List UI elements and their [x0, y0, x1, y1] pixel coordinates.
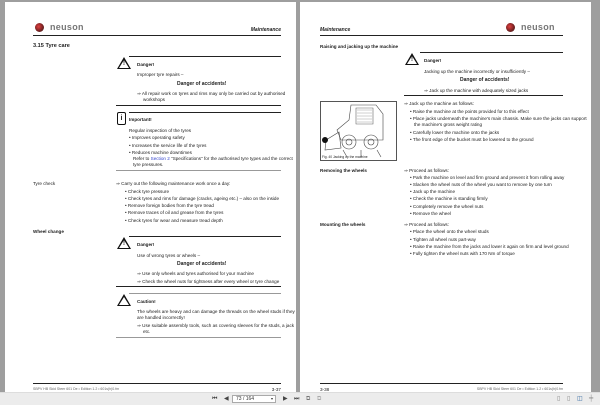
logo-icon — [506, 23, 515, 32]
fit-page-icon[interactable]: ╪ — [589, 396, 594, 402]
list-item: • Increases the service life of the tyres — [129, 143, 207, 148]
back-view-icon[interactable]: ⧉ — [306, 396, 311, 402]
footer-rule — [320, 383, 563, 384]
last-page-icon[interactable]: ⏭ — [294, 396, 300, 402]
reference-text: Refer to Section 2 "Specifications" for the authorised tyre types and the correct — [133, 156, 293, 161]
list-item-cont: the machine's gross weight rating — [414, 122, 483, 127]
brand-name: neuson — [50, 22, 84, 32]
list-item: • Check tyres for wear and measure tread depth — [125, 218, 223, 223]
footer-rule — [33, 383, 281, 384]
danger-title: Danger! — [424, 58, 442, 63]
danger-action: ⇒ Jack up the machine with adequately sized jacks — [424, 88, 529, 93]
divider — [129, 236, 281, 237]
marker-a — [322, 137, 328, 143]
single-page-icon[interactable]: ▯ — [557, 396, 561, 402]
page-number: 3-37 — [271, 387, 281, 392]
forward-view-icon[interactable]: ⧉ — [317, 396, 322, 402]
danger-title: Danger! — [137, 242, 155, 247]
danger-title: Danger! — [137, 62, 155, 67]
mounting-intro: ⇒ Proceed as follows: — [404, 222, 449, 227]
important-intro: Regular inspection of the tyres — [129, 128, 192, 133]
page-number: 3-38 — [320, 387, 330, 392]
section-title: Maintenance — [320, 27, 351, 33]
danger-text: Jacking up the machine incorrectly or insufficiently – — [424, 69, 530, 74]
header-rule — [33, 35, 281, 36]
brand-name: neuson — [521, 22, 555, 32]
logo-icon — [35, 23, 44, 32]
caution-action-cont: etc. — [143, 329, 151, 334]
list-item: • Jack up the machine — [410, 189, 456, 194]
caution-text: are handled incorrectly! — [137, 315, 185, 320]
mounting-label: Mounting the wheels — [320, 222, 366, 227]
divider — [116, 170, 281, 171]
list-item: • Completely remove the wheel nuts — [410, 204, 484, 209]
warning-icon: ! — [117, 57, 131, 69]
info-icon: i — [117, 112, 126, 125]
danger-action: ⇒ All repair work on tyres and rims may only be carried out by authorised — [137, 91, 286, 96]
footer-doc: SBPV HB Skid Steer 601 De • Edition 1.2 • 601s(h)0.fm — [33, 387, 120, 391]
danger-action: ⇒ Use only wheels and tyres authorised for your machine — [137, 271, 254, 276]
list-item: • Check tyre pressure — [125, 189, 169, 194]
list-item: • Place jacks underneath the machine's main chassis. Make sure the jacks can support — [410, 116, 587, 121]
list-item: • Improves operating safety — [129, 135, 185, 140]
divider — [116, 286, 281, 287]
divider — [404, 95, 563, 96]
warning-icon: ! — [405, 53, 419, 65]
left-page — [5, 2, 296, 392]
list-item: • Carefully lower the machine onto the jacks — [410, 130, 500, 135]
caution-title: Caution! — [137, 299, 156, 304]
list-item: • Place the wheel onto the wheel studs — [410, 229, 489, 234]
list-item: • Park the machine on level and firm ground and prevent it from rolling away — [410, 175, 565, 180]
wheel-change-label: Wheel change — [33, 229, 64, 234]
list-item: • Check the machine is standing firmly — [410, 196, 488, 201]
danger-text: Use of wrong tyres or wheels – — [137, 253, 201, 258]
skid-steer-illustration — [321, 102, 396, 160]
list-item: • Remove traces of oil and grease from the tyres — [125, 210, 224, 215]
footer-doc: SBPV HB Skid Steer 601 De • Edition 1.2 • 601s(h)0.fm — [476, 387, 563, 391]
divider — [420, 52, 563, 53]
next-page-icon[interactable]: ▶ — [283, 396, 288, 402]
divider — [116, 337, 281, 338]
tyre-check-intro: ⇒ Carry out the following maintenance work once a day: — [116, 181, 231, 186]
divider — [129, 112, 281, 113]
first-page-icon[interactable]: ⏮ — [212, 396, 218, 402]
danger-text: Improper tyre repairs – — [137, 72, 184, 77]
section-title: Maintenance — [250, 27, 281, 33]
list-item: • Remove the wheel — [410, 211, 451, 216]
caution-icon — [117, 294, 131, 306]
continuous-page-icon[interactable]: ▯ — [567, 396, 571, 402]
caution-text: The wheels are heavy and can damage the threads on the wheel studs if they — [137, 309, 295, 314]
removing-label: Removing the wheels — [320, 168, 367, 173]
danger-emphasis: Danger of accidents! — [177, 261, 227, 267]
two-page-icon[interactable]: ◫ — [577, 396, 583, 402]
important-title: Important! — [129, 117, 152, 122]
caution-action: ⇒ Use suitable assembly tools, such as covering sleeves for the studs, a jack — [137, 323, 295, 328]
brand-logo — [506, 22, 555, 32]
viewer-toolbar — [0, 392, 600, 405]
previous-page-icon[interactable]: ◀ — [224, 396, 229, 402]
chevron-down-icon[interactable]: ▾ — [270, 396, 273, 401]
divider — [129, 293, 281, 294]
figure-caption: Fig. 40 Jacking up the machine — [322, 155, 368, 159]
list-item: • The front edge of the bucket must be lowered to the ground — [410, 137, 534, 142]
danger-emphasis: Danger of accidents! — [177, 81, 227, 87]
reference-text-cont: tyre pressures. — [133, 162, 164, 167]
brand-logo — [35, 22, 84, 32]
danger-action-cont: workshops — [143, 97, 165, 102]
header-rule — [320, 35, 563, 36]
page-heading: 3.15 Tyre care — [33, 43, 70, 49]
list-item: • Raise the machine from the jacks and lower it again on firm and level ground — [410, 244, 569, 249]
removing-intro: ⇒ Proceed as follows: — [404, 168, 449, 173]
page-number-input[interactable]: 73 / 164 ▾ — [232, 395, 276, 403]
list-item: • Remove foreign bodies from the tyre tread — [125, 203, 214, 208]
list-item: • Raise the machine at the points provided for to this effect — [410, 109, 529, 114]
list-item: • Check tyres and rims for damage (cracks, ageing etc.) – also on the inside — [125, 196, 280, 201]
list-item: • Slacken the wheel nuts of the wheel you want to remove by one turn — [410, 182, 552, 187]
section-link[interactable]: Section 2 — [150, 156, 170, 161]
section-heading: Raising and jacking up the machine — [320, 44, 399, 49]
list-item: • Reduces machine downtimes — [129, 150, 192, 155]
warning-icon: ! — [117, 237, 131, 249]
jack-intro: ⇒ Jack up the machine as follows: — [404, 101, 474, 106]
danger-emphasis: Danger of accidents! — [460, 77, 510, 83]
divider — [116, 105, 281, 106]
tyre-check-label: Tyre check — [33, 181, 56, 186]
right-page — [300, 2, 591, 392]
divider — [129, 56, 281, 57]
list-item: • Fully tighten the wheel nuts with 170 Nm of torque — [410, 251, 515, 256]
list-item: • Tighten all wheel nuts part-way — [410, 237, 476, 242]
danger-action: ⇒ Check the wheel nuts for tightness after every wheel or tyre change — [137, 279, 280, 284]
figure-jacking — [320, 101, 397, 161]
